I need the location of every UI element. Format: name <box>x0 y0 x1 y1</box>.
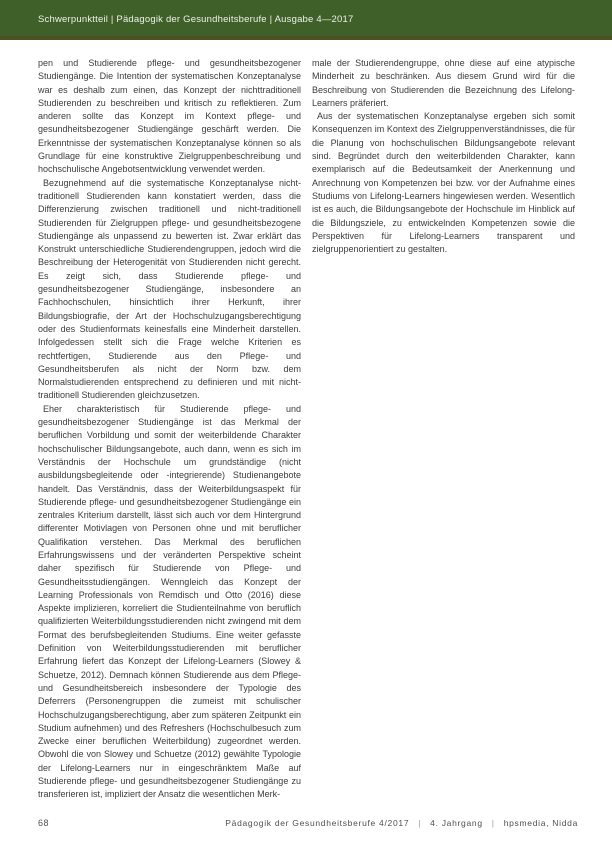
article-paragraph: pen und Studierende pflege- und gesundheitsbezogener Studiengänge. Die Intention der systematischen Konzeptanalyse war es deshalb zum einen, das Konzept der nichttraditionell Studierenden zu beschreiben und kritisch zu reflektieren. Zum anderen sollte das Konzept im Kontext pflege- und gesundheitsbezogener Studiengänge geschärft werden. Die Erkenntnisse der systematischen Konzeptanalyse können so als Grundlage für eine konstruktive Zielgruppenbeschreibung und hochschulische Angebotsentwicklung verwendet werden. <box>38 58 301 175</box>
article-paragraph: Eher charakteristisch für Studierende pflege- und gesundheitsbezogener Studiengänge ist das Merkmal der beruflichen Vorbildung und somit der weiterbildende Charakter hochschulischer Bildungsangebote, auch dann, wenn es sich im Verständnis der Hochschule um grundständige (nicht ausbildungsbegleitende oder -integrierende) Studienangebote handelt. Das Verständnis, dass der Weiterbildungsaspekt für Studierende pflege- und gesundheitsbezogener Studiengänge ein zentrales Kriterium darstellt, lässt sich auch vor dem Hintergrund differenter Motivlagen von Personen ohne und mit beruflicher Qualifikation verstehen. Das Merkmal des beruflichen Erfahrungswissens und der veränderten Perspektive scheint daher spezifisch für Studierende von Pflege- und Gesundheitsstudiengängen. Wenngleich das Konzept der Learning Professionals von Remdisch und Otto (2016) diese Aspekte implizieren, korreliert die Studienteilnahme von beruflich qualifizierten Weiterbildungsstudierenden nicht zwingend mit dem Format des berufsbegleitenden Studiums. Eine weiter gefasste Definition von Weiterbildungsstudierenden mit beruflicher Erfahrung liefert das Konzept der Lifelong-Learners (Slowey & Schuetze, 2012). Demnach können Studierende aus dem Pflege- und Gesundheitsbereich insbesondere der Typologie des Deferrers (Personengruppen die zumeist mit schulischer Hochschulzugangsberechtigung, aber zum späteren Zeitpunkt ein Studium aufnehmen) und des Refreshers (Hochschulbesuch zum Zwecke einer beruflichen Weiterbildung) zugeordnet werden. Obwohl die von Slowey und Schuetze (2012) gewählte Typologie der Lifelong-Learners nur in eingeschränktem Maße auf Studierende pflege- und gesundheitsbezogener Studiengänge zu transferieren ist, impliziert der Ansatz die wesentlichen Merk- <box>38 403 301 800</box>
footer-separator: | <box>491 818 495 828</box>
right-column <box>312 57 575 806</box>
article-paragraph: Aus der systematischen Konzeptanalyse ergeben sich somit Konsequenzen im Kontext des Zielgruppenverständnisses, die für die Planung von hochschulischen Bildungsangebote relevant sind. Begründet durch den weiterbildenden Charakter, kann exemplarisch auf die Bedeutsamkeit der Anerkennung und Anrechnung von Kompetenzen bei bzw. vor der Aufnahme eines Studiums von Lifelong-Learners hingewiesen werden. Wesentlich ist es auch, die Bildungsangebote der Hochschule im Hinblick auf die Bildungsziele, zu entwickelnden Kompetenzen sowie die Perspektiven für Lifelong-Learners transparent und zielgruppenorientiert zu gestalten. <box>312 111 575 255</box>
article-paragraph: Bezugnehmend auf die systematische Konzeptanalyse nicht-traditionell Studierenden kann konstatiert werden, dass die Differenzierung zwischen traditionell und nicht-traditionell Studierenden für Zielgruppen pflege- und gesundheitsbezogene Studiengänge als unpassend zu bewerten ist. Zwar erklärt das Konstrukt unterschiedliche Studierendengruppen, jedoch wird die Beschreibung der Heterogenität von Studierenden nicht gerecht. Es zeigt sich, dass Studierende pflege- und gesundheitsbezogener Studiengänge, insbesondere an Fachhochschulen, hinsichtlich ihrer Herkunft, ihrer Bildungsbiografie, der Art der Hochschulzugangsberechtigung oder des Studienformats keinesfalls eine Minderheit darstellen. Infolgedessen stellt sich die Frage welche Kriterien es rechtfertigen, Studierende aus den Pflege- und Gesundheitsberufen als nicht der Norm bzw. dem Normalstudierenden entsprechend zu definieren und mit nicht-traditionell Studierenden gleichzusetzen. <box>38 177 301 401</box>
page-number: 68 <box>38 818 50 828</box>
header-running-title: Schwerpunktteil | Pädagogik der Gesundheitsberufe | Ausgabe 4—2017 <box>38 14 354 25</box>
journal-header-bar <box>0 0 612 40</box>
footer-volume: 4. Jahrgang <box>430 818 483 828</box>
article-body <box>0 40 612 806</box>
footer-publisher: hpsmedia, Nidda <box>503 818 578 828</box>
footer-journal-line <box>225 818 578 828</box>
footer-journal-title: Pädagogik der Gesundheitsberufe 4/2017 <box>225 818 410 828</box>
article-paragraph: male der Studierendengruppe, ohne diese auf eine atypische Minderheit zu beschränken. Aus diesem Grund wird für die Beschreibung von Studierenden die Bezeichnung des Lifelong-Learners präferiert. <box>312 58 575 108</box>
page-footer <box>0 818 612 828</box>
left-column <box>38 57 301 806</box>
footer-separator: | <box>418 818 422 828</box>
